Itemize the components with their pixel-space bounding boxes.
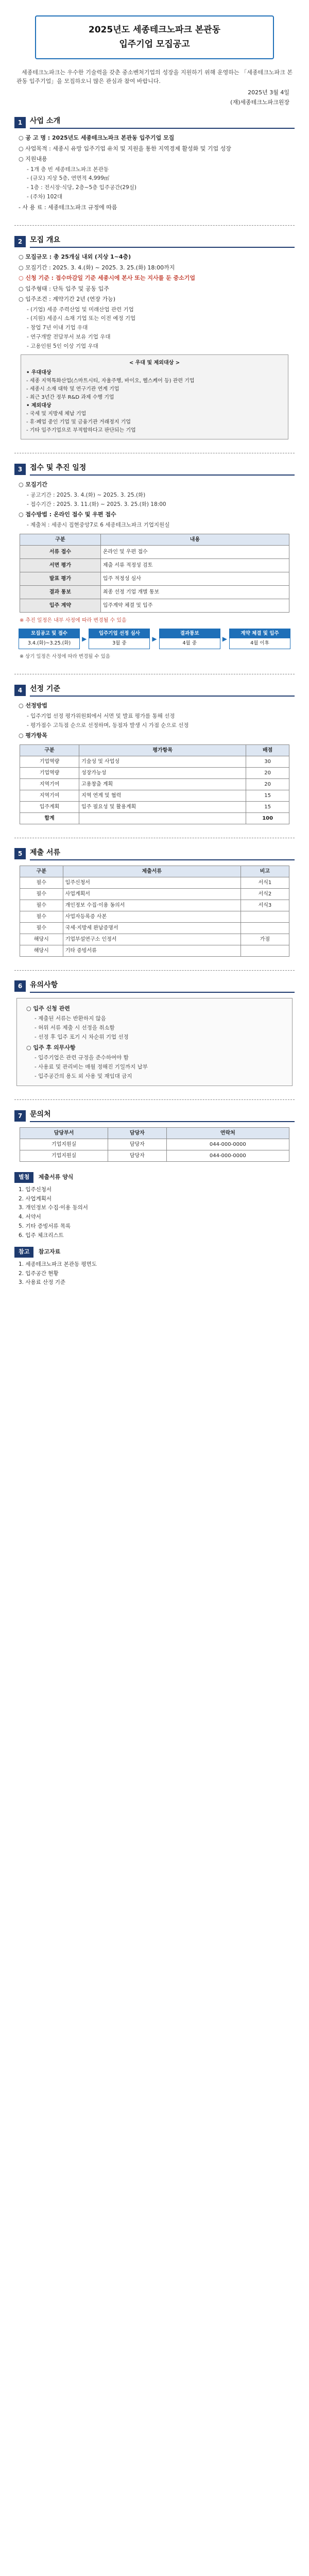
docs-name: 기업부설연구소 인정서	[63, 934, 241, 945]
attachment-item[interactable]: 3. 개인정보 수집·이용 동의서	[19, 1205, 88, 1211]
docs-name: 개인정보 수집·이용 동의서	[63, 900, 241, 911]
section-3-number: 3	[14, 464, 26, 475]
section-2-title: 모집 개요	[30, 235, 295, 248]
attachment-badge: 별첨	[14, 1172, 33, 1183]
eval-score: 20	[246, 767, 289, 778]
attachment-item[interactable]: 1. 입주신청서	[19, 1186, 52, 1193]
contact-person: 담당자	[108, 1139, 166, 1150]
contact-table-wrap	[20, 1127, 289, 1162]
reference-item[interactable]: 3. 사용료 산정 기준	[19, 1279, 66, 1286]
eval-item: 성장가능성	[79, 767, 246, 778]
reference-header	[14, 1247, 295, 1258]
eval-item: 지역 연계 및 협력	[79, 790, 246, 801]
docs-type: 필수	[20, 877, 63, 888]
section-6-number: 6	[14, 980, 26, 992]
s1-subitem: - 1개 층 빈 세종테크노파크 본관동	[27, 166, 109, 173]
eval-category: 기업역량	[20, 756, 79, 767]
s2-subitem: - 창업 7년 이내 기업 우대	[27, 325, 88, 331]
s1-subitem: - 1층 : 전시장·식당, 2층~5층 입주공간(29실)	[27, 184, 136, 191]
s6-subitem: - 허위 서류 제출 시 선정을 취소함	[35, 1025, 115, 1031]
eval-score: 30	[246, 756, 289, 767]
notice-signer: (재)세종테크노파크원장	[230, 98, 289, 106]
eval-category: 지역기여	[20, 778, 79, 790]
title-line1: 2025년도 세종테크노파크 본관동	[88, 25, 221, 35]
s2-item: ○ 모집규모 : 총 25개실 내외 (지상 1~4층)	[19, 253, 131, 260]
eval-table-header	[20, 744, 289, 756]
eval-item: 고용창출 계획	[79, 778, 246, 790]
s3-subitem: - 접수기간 : 2025. 3. 11.(화) ~ 2025. 3. 25.(화) 18:00	[27, 501, 166, 507]
attachment-list	[19, 1186, 295, 1240]
docs-type: 필수	[20, 900, 63, 911]
table-row	[20, 545, 289, 558]
title-line2: 입주기업 모집공고	[119, 39, 190, 49]
eval-category: 지역기여	[20, 790, 79, 801]
contact-table	[20, 1127, 289, 1162]
contact-table-header	[20, 1128, 289, 1139]
section-2-number: 2	[14, 236, 26, 247]
attachment-item[interactable]: 2. 사업계획서	[19, 1195, 52, 1202]
flow-table-header	[20, 534, 289, 545]
s2-subitem: - 고용인원 5인 이상 기업 우대	[27, 343, 98, 349]
preference-line: - 세종 지역특화산업(스마트시티, 자율주행, 바이오, 헬스케어 등) 관련 기업	[26, 378, 195, 384]
schedule-row	[19, 629, 290, 650]
flow-step: 서류 접수	[20, 545, 101, 558]
schedule-step-title: 계약 체결 및 입주	[230, 629, 290, 638]
attachment-title: 제출서류 양식	[38, 1174, 74, 1181]
eval-item: 기술성 및 사업성	[79, 756, 246, 767]
schedule-step-date: 4월 이후	[250, 640, 269, 646]
contact-phone: 044-000-0000	[166, 1139, 289, 1150]
contact-col-header: 연락처	[166, 1128, 289, 1139]
s1-item: ○ 공 고 명 : 2025년도 세종테크노파크 본관동 입주기업 모집	[19, 134, 175, 141]
s1-subitem: - (주차) 102대	[27, 193, 63, 200]
s2-item: ○ 신청 기준 : 접수마감일 기준 세종시에 본사 또는 지사를 둔 중소기업	[19, 275, 196, 281]
flow-desc: 입주 적정성 심사	[100, 572, 289, 585]
schedule-step-date: 3월 중	[112, 640, 127, 646]
table-row	[20, 756, 289, 767]
table-row	[20, 1150, 289, 1162]
docs-note: 가점	[241, 934, 289, 945]
preference-box-title: < 우대 및 제외대상 >	[129, 360, 180, 366]
schedule-step	[89, 629, 150, 650]
s6-subitem: - 사용료 및 관리비는 매월 정해진 기일까지 납부	[35, 1063, 148, 1070]
s3-item: ○ 모집기간	[19, 481, 47, 488]
s1-item: - 사 용 료 : 세종테크노파크 규정에 따름	[19, 204, 117, 211]
flow-note: ※ 추진 일정은 내부 사정에 따라 변경될 수 있음	[20, 617, 127, 623]
eval-score: 100	[246, 812, 289, 824]
section-4-title: 선정 기준	[30, 684, 295, 697]
flow-table-wrap	[20, 534, 289, 613]
table-row	[20, 922, 289, 934]
flow-step: 입주 계약	[20, 599, 101, 612]
docs-note	[241, 922, 289, 934]
flow-col-header: 구분	[20, 534, 101, 545]
schedule-step-title: 모집공고 및 접수	[19, 629, 79, 638]
attachment-item[interactable]: 4. 서약서	[19, 1214, 41, 1220]
preference-line: • 제외대상	[26, 403, 52, 409]
s1-item: ○ 지원내용	[19, 156, 47, 162]
docs-type: 해당시	[20, 945, 63, 956]
docs-type: 해당시	[20, 934, 63, 945]
docs-type: 필수	[20, 888, 63, 900]
divider	[14, 225, 295, 226]
notice-date: 2025년 3월 4일	[248, 89, 289, 96]
eval-score: 15	[246, 790, 289, 801]
s3-item: ○ 접수방법 : 온라인 접수 및 우편 접수	[19, 511, 116, 518]
s1-subitem: - (규모) 지상 5층, 연면적 4,999㎡	[27, 175, 110, 182]
table-row	[20, 877, 289, 888]
contact-phone: 044-000-0000	[166, 1150, 289, 1162]
section-6-header	[14, 980, 295, 993]
reference-item[interactable]: 2. 입주공간 현황	[19, 1270, 59, 1277]
table-row	[20, 945, 289, 956]
arrow-right-icon: ▶	[152, 635, 157, 642]
preference-line: - 세종시 소재 대학 및 연구기관 연계 기업	[26, 386, 119, 393]
section-3-title: 접수 및 추진 일정	[30, 463, 295, 476]
notice-box	[16, 998, 293, 1087]
docs-table-wrap	[20, 866, 289, 957]
eval-category: 기업역량	[20, 767, 79, 778]
s4-item: ○ 평가항목	[19, 732, 47, 739]
attachment-header	[14, 1172, 295, 1183]
eval-category: 합계	[20, 812, 79, 824]
contact-person: 담당자	[108, 1150, 166, 1162]
contact-col-header: 담당부서	[20, 1128, 108, 1139]
s2-item: ○ 모집기간 : 2025. 3. 4.(화) ~ 2025. 3. 25.(화) 18:00까지	[19, 264, 175, 271]
s6-subitem: - 선정 후 입주 포기 시 차순위 기업 선정	[35, 1033, 129, 1040]
table-row	[20, 900, 289, 911]
reference-item[interactable]: 1. 세종테크노파크 본관동 평면도	[19, 1261, 97, 1267]
flow-desc: 제출 서류 적정성 검토	[100, 558, 289, 572]
section-7-header	[14, 1109, 295, 1122]
flow-step: 서면 평가	[20, 558, 101, 572]
s6-subitem: - 입주기업은 관련 규정을 준수하여야 함	[35, 1055, 129, 1061]
flow-step: 결과 통보	[20, 585, 101, 599]
section-1-header	[14, 116, 295, 129]
preference-line: • 우대대상	[26, 370, 52, 376]
reference-badge: 참고	[14, 1247, 33, 1258]
docs-note	[241, 945, 289, 956]
docs-name: 기타 증빙서류	[63, 945, 241, 956]
docs-note: 서식3	[241, 900, 289, 911]
table-row	[20, 778, 289, 790]
table-row	[20, 812, 289, 824]
eval-table	[20, 744, 289, 824]
s4-subitem: - 입주기업 선정 평가위원회에서 서면 및 발표 평가를 통해 선정	[27, 713, 175, 719]
flow-col-header: 내용	[100, 534, 289, 545]
docs-table	[20, 866, 289, 957]
section-3-header	[14, 463, 295, 476]
section-5-number: 5	[14, 848, 26, 859]
preference-line: - 휴·폐업 중인 기업 및 금융기관 거래정지 기업	[26, 419, 131, 426]
s6-subitem: - 제출된 서류는 반환하지 않음	[35, 1015, 106, 1022]
divider	[14, 970, 295, 971]
schedule-note: ※ 상기 일정은 사정에 따라 변경될 수 있음	[20, 654, 110, 659]
table-row	[20, 1139, 289, 1150]
flow-table	[20, 534, 289, 613]
s3-subitem: - 제출처 : 세종시 집현중앙7로 6 세종테크노파크 기업지원실	[27, 521, 170, 528]
table-row	[20, 801, 289, 812]
table-row	[20, 585, 289, 599]
docs-name: 입주신청서	[63, 877, 241, 888]
flow-desc: 최종 선정 기업 개별 통보	[100, 585, 289, 599]
docs-col-header: 제출서류	[63, 866, 241, 877]
docs-col-header: 구분	[20, 866, 63, 877]
schedule-step-date: 4월 중	[182, 640, 197, 646]
table-row	[20, 599, 289, 612]
s2-item: ○ 입주조건 : 계약기간 2년 (연장 가능)	[19, 296, 116, 302]
s2-subitem: - (지원) 세종시 소재 기업 또는 이전 예정 기업	[27, 315, 136, 322]
schedule-step-date: 3.4.(화)~3.25.(화)	[27, 640, 71, 646]
section-6-title: 유의사항	[30, 980, 295, 993]
s6-item: ○ 입주 신청 관련	[26, 1005, 70, 1012]
section-1-number: 1	[14, 117, 26, 128]
contact-dept: 기업지원실	[20, 1150, 108, 1162]
table-row	[20, 790, 289, 801]
s6-item: ○ 입주 후 의무사항	[26, 1044, 76, 1051]
flow-desc: 입주계약 체결 및 입주	[100, 599, 289, 612]
contact-col-header: 담당자	[108, 1128, 166, 1139]
s2-subitem: - 연구개발 전담부서 보유 기업 우대	[27, 333, 111, 340]
eval-score: 20	[246, 778, 289, 790]
table-row	[20, 911, 289, 922]
docs-col-header: 비고	[241, 866, 289, 877]
s3-subitem: - 공고기간 : 2025. 3. 4.(화) ~ 2025. 3. 25.(화)	[27, 492, 146, 498]
eval-col-header: 평가항목	[79, 744, 246, 756]
preference-line: - 국세 및 지방세 체납 기업	[26, 411, 87, 417]
schedule-step	[19, 629, 80, 650]
preference-line: - 최근 3년간 정부 R&D 과제 수행 기업	[26, 395, 114, 401]
docs-note: 서식2	[241, 888, 289, 900]
docs-note: 서식1	[241, 877, 289, 888]
section-4-number: 4	[14, 685, 26, 696]
eval-col-header: 배점	[246, 744, 289, 756]
schedule-step	[159, 629, 220, 650]
section-7-title: 문의처	[30, 1109, 295, 1122]
intro-text: 세종테크노파크는 우수한 기술력을 갖춘 중소벤처기업의 성장을 지원하기 위해 운영하는 「세종테크노파크 본관동 입주기업」을 모집하오니 많은 관심과 참여 바랍니다.	[16, 69, 293, 84]
s4-item: ○ 선정방법	[19, 702, 47, 709]
docs-type: 필수	[20, 922, 63, 934]
arrow-right-icon: ▶	[222, 635, 227, 642]
schedule-step	[229, 629, 290, 650]
table-row	[20, 572, 289, 585]
reference-title: 참고자료	[38, 1248, 61, 1256]
section-4-header	[14, 684, 295, 697]
eval-item: 입주 필요성 및 활용계획	[79, 801, 246, 812]
attachment-item[interactable]: 6. 입주 체크리스트	[19, 1232, 64, 1239]
section-5-header	[14, 848, 295, 860]
contact-dept: 기업지원실	[20, 1139, 108, 1150]
table-row	[20, 767, 289, 778]
docs-note	[241, 911, 289, 922]
docs-table-header	[20, 866, 289, 877]
reference-list	[19, 1261, 295, 1287]
section-2-header	[14, 235, 295, 248]
eval-item	[79, 812, 246, 824]
arrow-right-icon: ▶	[82, 635, 87, 642]
table-row	[20, 558, 289, 572]
divider	[14, 1099, 295, 1100]
table-row	[20, 888, 289, 900]
s2-subitem: - (기업) 세종 주력산업 및 미래산업 관련 기업	[27, 306, 134, 313]
schedule-step-title: 입주기업 선정 심사	[89, 629, 149, 638]
section-7-number: 7	[14, 1110, 26, 1122]
docs-type: 필수	[20, 911, 63, 922]
section-5-title: 제출 서류	[30, 848, 295, 860]
docs-name: 국세·지방세 완납증명서	[63, 922, 241, 934]
attachment-item[interactable]: 5. 기타 증빙서류 목록	[19, 1223, 71, 1229]
docs-name: 사업계획서	[63, 888, 241, 900]
schedule-step-title: 결과통보	[160, 629, 220, 638]
eval-score: 15	[246, 801, 289, 812]
eval-table-wrap	[20, 744, 289, 824]
s1-item: ○ 사업목적 : 세종시 유망 입주기업 유치 및 지원을 통한 지역경제 활성화 및 기업 성장	[19, 145, 231, 152]
s2-item: ○ 입주형태 : 단독 입주 및 공동 입주	[19, 285, 109, 292]
flow-step: 발표 평가	[20, 572, 101, 585]
s6-subitem: - 입주공간의 용도 외 사용 및 재임대 금지	[35, 1073, 132, 1079]
title-box	[35, 15, 274, 59]
eval-category: 입주계획	[20, 801, 79, 812]
docs-name: 사업자등록증 사본	[63, 911, 241, 922]
section-1-title: 사업 소개	[30, 116, 295, 129]
preference-line: - 기타 입주기업으로 부적합하다고 판단되는 기업	[26, 428, 136, 434]
table-row	[20, 934, 289, 945]
eval-col-header: 구분	[20, 744, 79, 756]
s4-subitem: - 평가점수 고득점 순으로 선정하며, 동점자 발생 시 가점 순으로 선정	[27, 722, 189, 728]
preference-box	[21, 354, 288, 439]
flow-desc: 온라인 및 우편 접수	[100, 545, 289, 558]
